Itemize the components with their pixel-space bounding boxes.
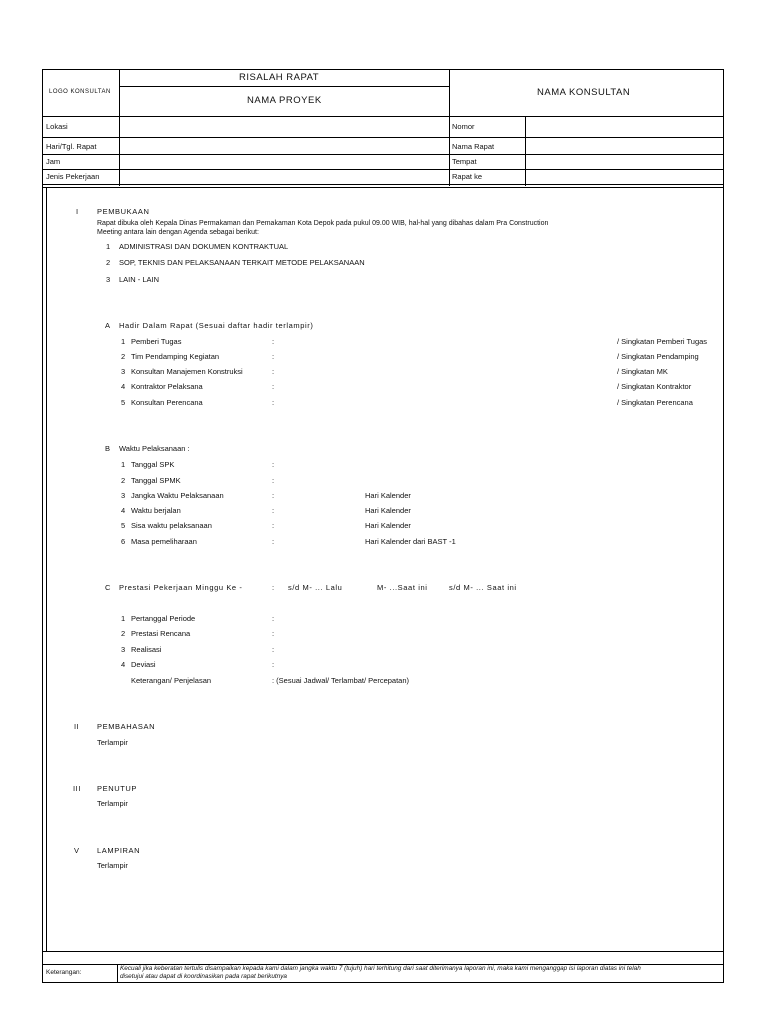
progress-colon: : bbox=[272, 660, 275, 669]
info-label-hari-tgl: Hari/Tgl. Rapat bbox=[46, 142, 97, 151]
progress-column-previous: s/d M- ... Lalu bbox=[288, 583, 343, 592]
info-label-lokasi: Lokasi bbox=[46, 122, 68, 131]
subsection-letter: A bbox=[105, 321, 111, 330]
agenda-number: 2 bbox=[106, 258, 111, 267]
section-number: I bbox=[76, 207, 79, 216]
progress-number: 3 bbox=[121, 645, 126, 654]
attendance-abbreviation: / Singkatan Kontraktor bbox=[617, 382, 692, 391]
subsection-letter: C bbox=[105, 583, 111, 592]
progress-colon: : bbox=[272, 629, 275, 638]
section-number: II bbox=[74, 722, 80, 731]
footer-note-line-2: disetujui atau dapat di koordinasikan pada rapat berikutnya bbox=[120, 973, 287, 980]
logo-placeholder: LOGO KONSULTAN bbox=[49, 89, 111, 95]
attendance-number: 3 bbox=[121, 367, 126, 376]
progress-column-cumulative: s/d M- ... Saat ini bbox=[449, 583, 517, 592]
schedule-colon: : bbox=[272, 460, 275, 469]
attendance-colon: : bbox=[272, 337, 275, 346]
progress-title: Prestasi Pekerjaan Minggu Ke - bbox=[119, 583, 243, 592]
schedule-colon: : bbox=[272, 537, 275, 546]
attendance-abbreviation: / Singkatan Pendamping bbox=[617, 352, 699, 361]
attendance-abbreviation: / Singkatan MK bbox=[617, 367, 668, 376]
document-title: RISALAH RAPAT bbox=[239, 72, 320, 83]
attendance-colon: : bbox=[272, 367, 275, 376]
section-number: V bbox=[74, 846, 80, 855]
progress-note-label: Keterangan/ Penjelasan bbox=[131, 676, 212, 685]
attendance-label: Konsultan Perencana bbox=[131, 398, 203, 407]
progress-colon: : bbox=[272, 645, 275, 654]
footer-note-line-1: Kecuali jika keberatan tertulis disampaikan kepada kami dalam jangka waktu 7 (tujuh) hari terhitung dari saat diterimanya laporan ini, maka kami menganggap isi laporan diatas ini telah bbox=[120, 965, 641, 972]
schedule-unit: Hari Kalender bbox=[365, 506, 411, 515]
opening-paragraph: Rapat dibuka oleh Kepala Dinas Permakaman dan Pemakaman Kota Depok pada pukul 09.00 WIB, hal-hal yang dibahas dalam Pra Construction bbox=[97, 220, 549, 227]
info-label-jenis-pekerjaan: Jenis Pekerjaan bbox=[46, 172, 100, 181]
agenda-number: 1 bbox=[106, 242, 111, 251]
progress-column-current: M- ...Saat ini bbox=[377, 583, 428, 592]
attendance-title: Hadir Dalam Rapat (Sesuai daftar hadir terlampir) bbox=[119, 321, 314, 330]
attendance-number: 5 bbox=[121, 398, 126, 407]
section-content: Terlampir bbox=[97, 861, 128, 870]
schedule-number: 5 bbox=[121, 521, 126, 530]
attendance-colon: : bbox=[272, 352, 275, 361]
agenda-item: SOP, TEKNIS DAN PELAKSANAAN TERKAIT METODE PELAKSANAAN bbox=[119, 258, 365, 267]
schedule-label: Sisa waktu pelaksanaan bbox=[131, 521, 212, 530]
attendance-abbreviation: / Singkatan Pemberi Tugas bbox=[617, 337, 708, 346]
info-row-line-2 bbox=[43, 154, 723, 155]
section-title-lampiran: LAMPIRAN bbox=[97, 846, 141, 855]
subsection-letter: B bbox=[105, 444, 111, 453]
project-name: NAMA PROYEK bbox=[247, 95, 322, 106]
info-row-line-3 bbox=[43, 169, 723, 170]
attendance-label: Konsultan Manajemen Konstruksi bbox=[131, 367, 243, 376]
opening-paragraph-2: Meeting antara lain dengan Agenda sebagai berikut: bbox=[97, 229, 259, 236]
attendance-number: 1 bbox=[121, 337, 126, 346]
attendance-label: Pemberi Tugas bbox=[131, 337, 182, 346]
schedule-colon: : bbox=[272, 506, 275, 515]
progress-number: 1 bbox=[121, 614, 126, 623]
progress-number: 2 bbox=[121, 629, 126, 638]
schedule-label: Waktu berjalan bbox=[131, 506, 181, 515]
agenda-number: 3 bbox=[106, 275, 111, 284]
info-row-line-1 bbox=[43, 137, 723, 138]
attendance-colon: : bbox=[272, 382, 275, 391]
schedule-title: Waktu Pelaksanaan : bbox=[119, 444, 190, 453]
schedule-colon: : bbox=[272, 491, 275, 500]
info-label-nomor: Nomor bbox=[452, 122, 475, 131]
info-label-tempat: Tempat bbox=[452, 157, 477, 166]
info-bottom-line-2 bbox=[43, 187, 723, 188]
schedule-number: 4 bbox=[121, 506, 126, 515]
footer-divider bbox=[117, 964, 118, 983]
attendance-abbreviation: / Singkatan Perencana bbox=[617, 398, 693, 407]
section-content: Terlampir bbox=[97, 738, 128, 747]
attendance-colon: : bbox=[272, 398, 275, 407]
progress-label: Realisasi bbox=[131, 645, 162, 654]
section-content: Terlampir bbox=[97, 799, 128, 808]
document-frame bbox=[42, 69, 724, 983]
info-label-nama-rapat: Nama Rapat bbox=[452, 142, 495, 151]
progress-number: 4 bbox=[121, 660, 126, 669]
progress-label: Prestasi Rencana bbox=[131, 629, 191, 638]
attendance-label: Tim Pendamping Kegiatan bbox=[131, 352, 220, 361]
header-divider-1 bbox=[119, 70, 120, 116]
info-bottom-line-1 bbox=[43, 184, 723, 185]
progress-label: Deviasi bbox=[131, 660, 156, 669]
info-divider-1 bbox=[119, 116, 120, 186]
schedule-number: 3 bbox=[121, 491, 126, 500]
consultant-name: NAMA KONSULTAN bbox=[537, 87, 631, 98]
header-title-divider bbox=[119, 86, 449, 87]
body-inner-border bbox=[46, 187, 47, 951]
agenda-item: ADMINISTRASI DAN DOKUMEN KONTRAKTUAL bbox=[119, 242, 289, 251]
schedule-unit: Hari Kalender bbox=[365, 491, 411, 500]
progress-note-value: : (Sesuai Jadwal/ Terlambat/ Percepatan) bbox=[272, 676, 410, 685]
schedule-label: Masa pemeliharaan bbox=[131, 537, 197, 546]
schedule-label: Tanggal SPK bbox=[131, 460, 175, 469]
info-label-rapat-ke: Rapat ke bbox=[452, 172, 483, 181]
agenda-item: LAIN - LAIN bbox=[119, 275, 160, 284]
header-bottom-line bbox=[43, 116, 723, 117]
progress-colon: : bbox=[272, 583, 275, 592]
schedule-number: 2 bbox=[121, 476, 126, 485]
progress-colon: : bbox=[272, 614, 275, 623]
footer-top-line bbox=[43, 951, 723, 952]
footer-label: Keterangan: bbox=[46, 969, 82, 976]
section-title-penutup: PENUTUP bbox=[97, 784, 138, 793]
schedule-label: Jangka Waktu Pelaksanaan bbox=[131, 491, 224, 500]
section-title-pembukaan: PEMBUKAAN bbox=[97, 207, 150, 216]
schedule-number: 6 bbox=[121, 537, 126, 546]
info-divider-2 bbox=[449, 116, 450, 186]
info-divider-3 bbox=[525, 116, 526, 186]
schedule-label: Tanggal SPMK bbox=[131, 476, 181, 485]
attendance-label: Kontraktor Pelaksana bbox=[131, 382, 203, 391]
schedule-unit: Hari Kalender dari BAST -1 bbox=[365, 537, 456, 546]
schedule-unit: Hari Kalender bbox=[365, 521, 411, 530]
schedule-colon: : bbox=[272, 521, 275, 530]
progress-label: Pertanggal Periode bbox=[131, 614, 196, 623]
info-label-jam: Jam bbox=[46, 157, 61, 166]
attendance-number: 4 bbox=[121, 382, 126, 391]
schedule-colon: : bbox=[272, 476, 275, 485]
schedule-number: 1 bbox=[121, 460, 126, 469]
header-divider-2 bbox=[449, 70, 450, 116]
section-number: III bbox=[73, 784, 82, 793]
section-title-pembahasan: PEMBAHASAN bbox=[97, 722, 156, 731]
attendance-number: 2 bbox=[121, 352, 126, 361]
